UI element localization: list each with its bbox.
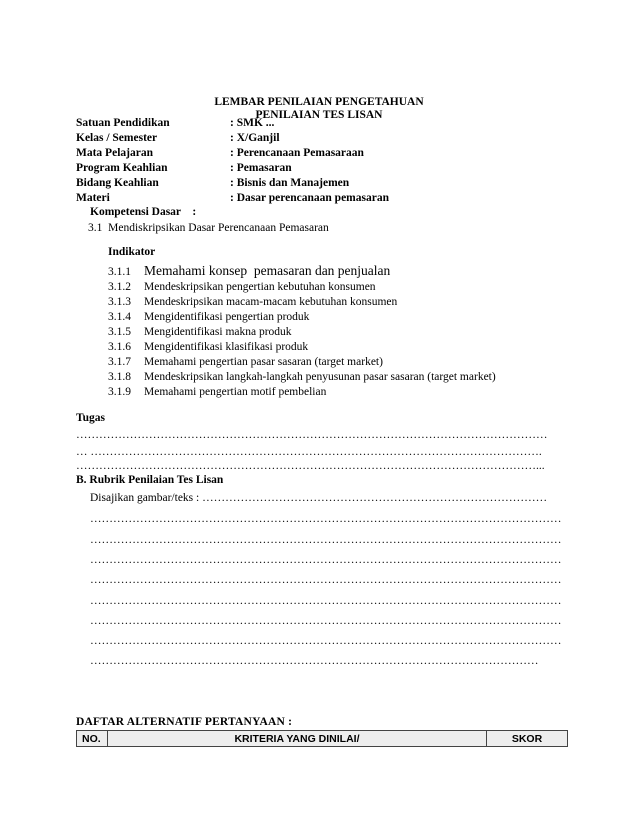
tugas-answer-line[interactable]: …………………………………………………………………………………………………………… — [76, 429, 548, 441]
column-header-skor: SKOR — [487, 731, 568, 747]
indikator-item: 3.1.5 Mengidentifikasi makna produk — [108, 326, 292, 338]
daftar-pertanyaan-title: DAFTAR ALTERNATIF PERTANYAAN : — [76, 716, 293, 728]
document-title: LEMBAR PENILAIAN PENGETAHUAN — [214, 96, 424, 108]
rubrik-answer-line[interactable]: …………………………………………………………………………………………………………… — [90, 595, 562, 607]
indikator-item: 3.1.6 Mengidentifikasi klasifikasi produk — [108, 341, 309, 353]
tugas-title: Tugas — [76, 412, 105, 424]
tugas-answer-line[interactable]: … ………………………………………………………………………………………………………. — [76, 446, 542, 458]
document-page: LEMBAR PENILAIAN PENGETAHUAN PENILAIAN TES LISAN Satuan Pendidikan : SMK ... Kelas / Semester : X/Ganjil Mata Pelajaran : Perencanaan Pemasaraan Program Keahlian : Pemasaran Bidang Keahlian : Bisnis dan Manajemen Materi : Dasar perencanaan pemasaran Kompetensi Dasar : 3.1 Mendiskripsikan Dasar Perencanaan Pemasaran Indikator 3.1.1 Memahami konsep pemasaran dan penjualan 3.1.2 Mendeskripsikan pengertian kebutuhan konsumen 3.1.3 Mendeskripsikan macam-macam kebutuhan konsumen 3.1.4 Mengidentifikasi pengertian produk 3.1.5 Mengidentifikasi makna produk 3.1.6 Mengidentifikasi klasifikasi produk 3.1.7 Memahami pengertian pasar sasaran (target market) 3.1.8 Mendeskripsikan langkah-langkah penyusunan pasar sasaran (target market) 3.1.9 Memahami pengertian motif pembelian Tugas …………………………………………………………………………………………………………… … ………………………………………………………………………………………………………. …………………………………………………………………………………………………………... B. Rubrik Penilaian Tes Lisan Disajikan gambar/teks : ……………………………………………………………………………… …………………………………………………………………………………………………………… …………………………………………………………………………………………………………… …………………………………………………………………………………………………………… …………………………………………………………………………………………………………… …………………………………………………………………………………………………………… …………………………………………………………………………………………………………… …………………………………………………………………………………………………………… ……………………………………………………………………………………………………… DAFTAR ALTERNATIF PERTANYAAN : NO. KRITERIA YANG DINILAI/ SKOR — [0, 0, 638, 826]
rubrik-answer-line[interactable]: …………………………………………………………………………………………………………… — [90, 574, 562, 586]
rubrik-answer-line[interactable]: …………………………………………………………………………………………………………… — [90, 534, 562, 546]
rubrik-answer-line[interactable]: ……………………………………………………………………………………………………… — [90, 655, 539, 667]
indikator-item: 3.1.9 Memahami pengertian motif pembelian — [108, 386, 327, 398]
rubrik-answer-line[interactable]: …………………………………………………………………………………………………………… — [90, 635, 562, 647]
table-header-row — [77, 731, 568, 747]
indikator-title: Indikator — [108, 246, 156, 258]
rubrik-prompt: Disajikan gambar/teks : ……………………………………………………………………………… — [90, 492, 548, 504]
indikator-item: 3.1.4 Mengidentifikasi pengertian produk — [108, 311, 310, 323]
rubrik-answer-line[interactable]: …………………………………………………………………………………………………………… — [90, 513, 562, 525]
tugas-answer-line[interactable]: …………………………………………………………………………………………………………... — [76, 460, 545, 472]
column-header-no: NO. — [77, 731, 108, 747]
indikator-item: 3.1.8 Mendeskripsikan langkah-langkah penyusunan pasar sasaran (target market) — [108, 371, 496, 383]
kompetensi-dasar-item: 3.1 Mendiskripsikan Dasar Perencanaan Pemasaran — [88, 222, 329, 234]
indikator-item: 3.1.1 Memahami konsep pemasaran dan penjualan — [108, 263, 391, 278]
column-header-kriteria: KRITERIA YANG DINILAI/ — [108, 731, 487, 747]
rubrik-title: B. Rubrik Penilaian Tes Lisan — [76, 474, 224, 486]
kompetensi-dasar-title: Kompetensi Dasar : — [90, 206, 197, 218]
indikator-item: 3.1.7 Memahami pengertian pasar sasaran (target market) — [108, 356, 383, 368]
indikator-item: 3.1.3 Mendeskripsikan macam-macam kebutuhan konsumen — [108, 296, 398, 308]
rubrik-answer-line[interactable]: …………………………………………………………………………………………………………… — [90, 554, 562, 566]
rubrik-answer-line[interactable]: …………………………………………………………………………………………………………… — [90, 615, 562, 627]
document-subtitle: PENILAIAN TES LISAN — [255, 109, 383, 121]
kriteria-table — [76, 730, 568, 747]
indikator-item: 3.1.2 Mendeskripsikan pengertian kebutuhan konsumen — [108, 281, 376, 293]
